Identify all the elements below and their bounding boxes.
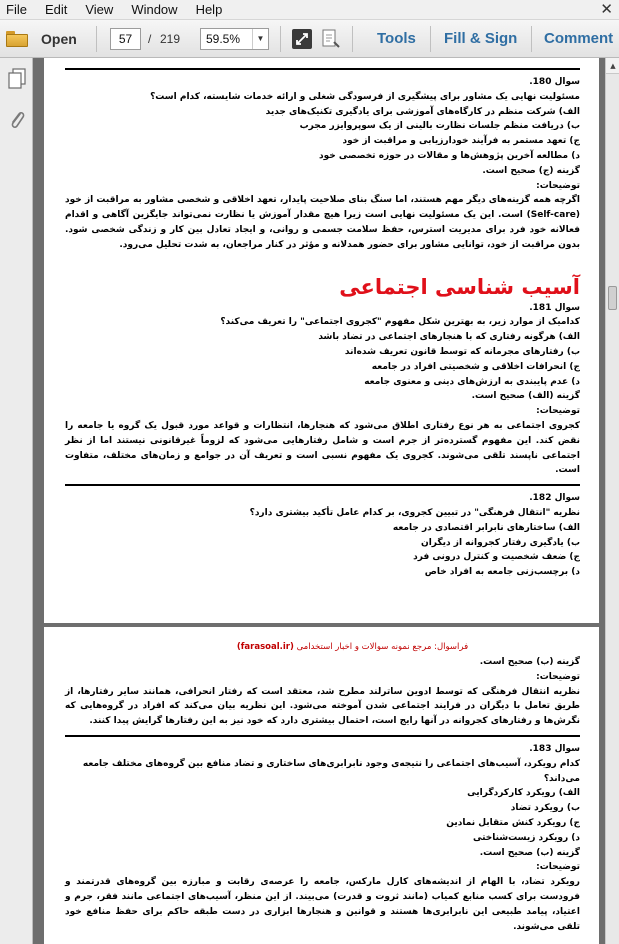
question-divider	[65, 68, 580, 70]
question-text: مسئولیت نهایی یک مشاور برای پیشگیری از فرسودگی شغلی و ارائه خدمات شایسته، کدام است؟	[150, 91, 580, 102]
select-tool-button[interactable]	[291, 28, 313, 50]
explanation-label: توضیحات:	[536, 671, 580, 682]
explanation-text: کجروی اجتماعی به هر نوع رفتاری اطلاق می‌شود که هنجارها، انتظارات و قواعد مورد قبول یک گروه یا جامعه را نقض کند. این مفهوم گسترده‌تر از جرم است و شامل رفتارهایی می‌شود که لزوماً غیرقانونی نیستند اما از نظر اجتماعی ناپسند تلقی می‌شوند. کجروی یک مفهوم نسبی است و تعریف آن در جوامع و زمان‌های مختلف، متفاوت است.	[65, 420, 580, 476]
answer-line: گزینه (ج) صحیح است.	[482, 165, 580, 176]
open-button[interactable]	[6, 27, 77, 51]
question-block-group	[65, 301, 580, 580]
left-navigation-rail	[0, 58, 33, 944]
explanation-label: توضیحات:	[536, 406, 580, 417]
scroll-up-arrow-icon[interactable]: ▲	[606, 58, 619, 74]
explanation-text: رویکرد تضاد، با الهام از اندیشه‌های کارل مارکس، جامعه را عرصه‌ی رقابت و مبارزه بین گروه‌های قدرتمند و فرودست برای کسب منابع کمیاب (مانند ثروت و قدرت) می‌بیند. از این منظر، آسیب‌های اجتماعی مانند فقر، جرم و اعتیاد، پیامد طبیعی این نابرابری‌ها هستند و قوانین و هنجارها ابزاری در دست طبقه حاکم برای حفظ منافع خود تلقی می‌شوند.	[65, 877, 580, 932]
read-mode-icon	[319, 28, 341, 50]
question-option: ج) ضعف شخصیت و کنترل درونی فرد	[413, 552, 580, 563]
menu-bar	[0, 0, 619, 20]
section-title: آسیب شناسی اجتماعی	[339, 274, 580, 299]
explanation-text: اگرچه همه گزینه‌های دیگر مهم هستند، اما سنگ بنای صلاحیت پایدار، تعهد اخلاقی و شخصی مشاور به مراقبت از خود (Self-care) است. این یک مسئولیت نهایی است زیرا هیچ مقدار آموزش یا نظارت نمی‌تواند جایگزین آگاهی و اقدام فعالانه خود فرد برای مدیریت استرس، حفظ سلامت جسمی و روانی، و ایجاد تعادل بین کار و زندگی شخصی شود. بدون مراقبت از خود، توانایی مشاور برای حضور همدلانه و مؤثر در کنار مراجعان، به شدت تحلیل می‌رود.	[65, 195, 580, 250]
open-folder-icon	[6, 31, 28, 47]
menu-edit[interactable]: Edit	[44, 1, 68, 17]
toolbar-divider	[96, 26, 97, 52]
question-divider	[65, 484, 580, 486]
answer-line: گزینه (ب) صحیح است.	[479, 847, 580, 858]
page-header	[65, 639, 580, 655]
question-option: ج) تعهد مستمر به فرآیند خودارزیابی و مراقبت از خود	[342, 136, 580, 147]
pages-thumbnail-icon[interactable]	[7, 68, 27, 90]
toolbar-divider	[531, 26, 532, 52]
select-tool-icon	[291, 28, 313, 50]
menu-help[interactable]: Help	[195, 1, 223, 17]
explanation-label: توضیحات:	[536, 862, 580, 873]
attachment-paperclip-icon[interactable]	[7, 109, 27, 133]
question-number: سوال 181.	[529, 302, 580, 313]
menu-file[interactable]: File	[6, 1, 27, 17]
page-header-text: فراسوال: مرجع نمونه سوالات و اخبار استخدامی	[296, 642, 469, 652]
comment-button[interactable]: Comment	[544, 30, 614, 47]
question-option: ج) رویکرد کنش متقابل نمادین	[446, 817, 580, 828]
toolbar-divider	[430, 26, 431, 52]
pdf-page	[44, 627, 599, 944]
zoom-value: 59.5%	[206, 32, 241, 46]
page-header-site[interactable]: (farasoal.ir)	[236, 642, 294, 652]
open-button-label: Open	[41, 31, 77, 47]
page-total: 219	[160, 32, 181, 46]
question-option: ب) دریافت منظم جلسات نظارت بالینی از یک سوپروایزر مجرب	[299, 121, 580, 132]
scrollbar-thumb[interactable]	[608, 286, 617, 310]
question-option: د) برچسب‌زنی جامعه به افراد خاص	[424, 567, 580, 578]
menu-window[interactable]: Window	[131, 1, 178, 17]
explanation-label: توضیحات:	[536, 180, 580, 191]
toolbar-divider	[280, 26, 281, 52]
question-option: د) رویکرد زیست‌شناختی	[472, 832, 580, 843]
chevron-down-icon[interactable]: ▼	[252, 29, 268, 49]
page-number-input[interactable]: 57	[110, 28, 141, 50]
question-text: نظریه "انتقال فرهنگی" در تبیین کجروی، بر کدام عامل تأکید بیشتری دارد؟	[249, 507, 580, 518]
question-number: سوال 182.	[529, 493, 580, 504]
question-text: کدام رویکرد، آسیب‌های اجتماعی را نتیجه‌ی وجود نابرابری‌های ساختاری و تضاد منافع بین گروه‌های مختلف جامعه می‌داند؟	[82, 758, 580, 784]
answer-line: گزینه (ب) صحیح است.	[479, 657, 580, 667]
question-option: الف) شرکت منظم در کارگاه‌های آموزشی برای یادگیری تکنیک‌های جدید	[265, 106, 580, 117]
question-option: ج) انحرافات اخلاقی و شخصیتی افراد در جامعه	[371, 361, 580, 372]
page-content	[44, 639, 599, 934]
pdf-page	[44, 58, 599, 623]
question-option: الف) هرگونه رفتاری که با هنجارهای اجتماعی در تضاد باشد	[318, 332, 580, 343]
question-option: د) مطالعه آخرین پژوهش‌ها و مقالات در حوزه تخصصی خود	[318, 150, 580, 161]
question-block	[65, 68, 580, 253]
question-number: سوال 183.	[529, 743, 580, 754]
question-number: سوال 180.	[529, 77, 580, 87]
menu-view[interactable]: View	[85, 1, 114, 17]
page-content	[44, 62, 599, 580]
answer-line: گزینه (الف) صحیح است.	[471, 391, 580, 402]
question-option: الف) ساختارهای نابرابر اقتصادی در جامعه	[392, 522, 580, 533]
toolbar	[0, 20, 619, 58]
vertical-scrollbar[interactable]	[605, 58, 619, 944]
fill-sign-button[interactable]: Fill & Sign	[444, 30, 518, 47]
question-divider	[65, 735, 580, 737]
page-separator: /	[148, 32, 152, 46]
document-canvas[interactable]	[33, 58, 619, 944]
question-option: ب) رفتارهای مجرمانه که توسط قانون تعریف شده‌اند	[344, 346, 580, 357]
question-option: د) عدم پایبندی به ارزش‌های دینی و معنوی جامعه	[364, 376, 580, 387]
question-option: الف) رویکرد کارکردگرایی	[467, 788, 580, 799]
question-text: کدامیک از موارد زیر، به بهترین شکل مفهوم "کجروی اجتماعی" را تعریف می‌کند؟	[220, 317, 580, 328]
question-option: ب) یادگیری رفتار کجروانه از دیگران	[421, 537, 580, 548]
zoom-select[interactable]	[200, 28, 269, 50]
window-close-icon[interactable]: ✕	[600, 1, 613, 18]
toolbar-divider	[352, 26, 353, 52]
read-mode-button[interactable]	[319, 28, 341, 50]
explanation-text: نظریه انتقال فرهنگی که توسط ادوین ساترلند مطرح شد، معتقد است که رفتار انحرافی، همانند سایر رفتارها، از طریق تعامل با دیگران در فرایند اجتماعی شدن آموخته می‌شود. این نظریه بیان می‌کند که افراد در گروه‌هایی که نگرش‌ها و رفتارهای کجروانه در آنها رایج است، احتمال بیشتری دارد که خود نیز به این رفتارها گرایش پیدا کنند.	[65, 686, 580, 727]
tools-button[interactable]: Tools	[377, 30, 416, 47]
question-block-group	[65, 735, 580, 934]
question-option: ب) رویکرد تضاد	[510, 803, 580, 814]
